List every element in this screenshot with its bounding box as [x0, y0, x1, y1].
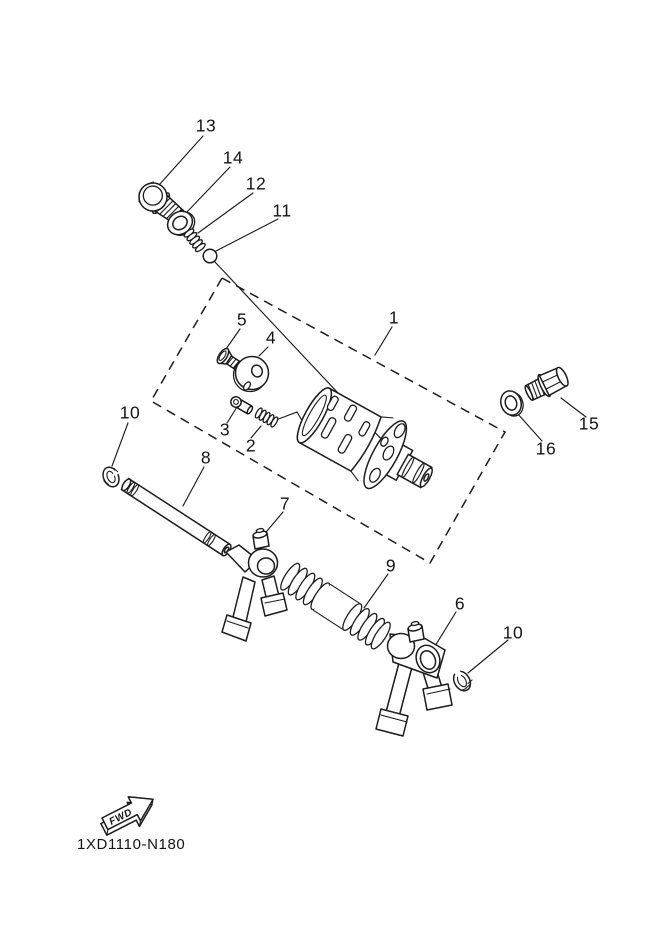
part-16-washer	[498, 388, 527, 419]
part-10-circlip-right	[450, 665, 474, 694]
part-9-fork-spring	[278, 561, 394, 651]
part-7-shift-fork	[222, 528, 287, 641]
callout-13: 13	[195, 115, 217, 136]
callout-15: 15	[578, 413, 600, 434]
part-2-spring	[254, 407, 279, 428]
callout-9: 9	[385, 555, 397, 576]
callout-12: 12	[245, 173, 267, 194]
part-1-shift-cam	[288, 378, 448, 513]
fwd-arrow	[96, 787, 162, 841]
callout-11: 11	[272, 200, 292, 221]
part-8-guide-bar	[120, 478, 232, 557]
callout-7: 7	[279, 493, 291, 514]
callout-10-left: 10	[119, 402, 141, 423]
part-15-hex-plug	[522, 364, 571, 404]
callout-2: 2	[245, 435, 257, 456]
callout-3: 3	[219, 419, 231, 440]
part-12-detent-spring	[183, 228, 206, 253]
part-6-shift-fork	[376, 621, 452, 736]
part-code: 1XD1110-N180	[77, 836, 186, 853]
callout-16: 16	[535, 438, 557, 459]
callout-5: 5	[236, 309, 248, 330]
part-3-pin	[229, 395, 254, 416]
callout-10-right: 10	[502, 622, 524, 643]
part-11-ball	[203, 249, 217, 263]
fwd-label: FWD	[107, 806, 135, 828]
callout-4: 4	[265, 327, 277, 348]
callout-14: 14	[222, 147, 244, 168]
callout-6: 6	[454, 593, 466, 614]
callout-8: 8	[200, 447, 212, 468]
callout-1: 1	[388, 307, 400, 328]
